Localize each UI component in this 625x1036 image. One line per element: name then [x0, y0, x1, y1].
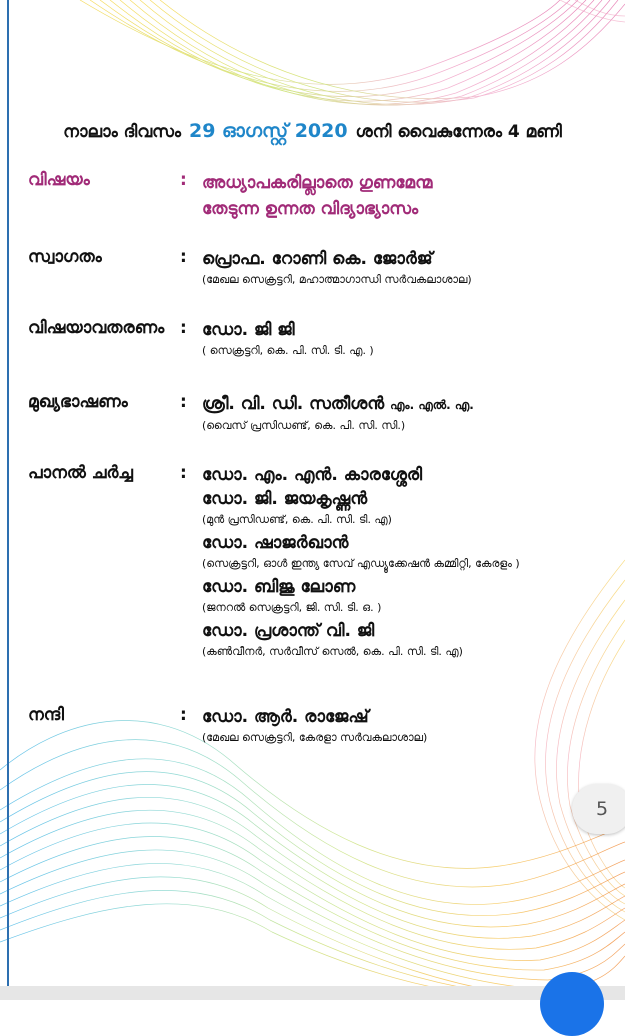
bottom-bar: [0, 986, 625, 1000]
panel-colon: :: [180, 463, 187, 483]
event-time: ശനി വൈകുന്നേരം 4 മണി: [355, 122, 562, 142]
topic-line-2: തേടുന്ന ഉന്നത വിദ്യാഭ്യാസം: [202, 199, 419, 219]
panel-member-5-name: ഡോ. പ്രശാന്ത് വി. ജി: [202, 621, 375, 641]
keynote-suffix: എം. എൽ. എ.: [390, 398, 474, 412]
topic-line-1: അധ്യാപകരില്ലാതെ ഗുണമേന്മ: [202, 173, 433, 193]
thanks-colon: :: [180, 705, 187, 725]
page-number-badge[interactable]: [572, 784, 625, 834]
panel-member-3-designation: (സെക്രട്ടറി, ഓൾ ഇന്ത്യ സേവ് എഡ്യൂക്കേഷൻ കമ്മിറ്റി, കേരളം ): [202, 557, 520, 570]
welcome-colon: :: [180, 247, 187, 267]
left-border-line: [7, 0, 9, 1000]
event-date: 29 ഓഗസ്റ്റ് 2020: [188, 120, 348, 142]
intro-colon: :: [180, 318, 187, 338]
topic-label: വിഷയം: [28, 170, 90, 190]
panel-member-4-designation: (ജനറൽ സെക്രട്ടറി, ജി. സി. ടി. ഒ. ): [202, 601, 382, 614]
topic-colon: :: [180, 170, 187, 190]
thanks-name: ഡോ. ആർ. രാജേഷ്: [202, 707, 369, 727]
keynote-colon: :: [180, 392, 187, 412]
welcome-designation: (മേഖല സെക്രട്ടറി, മഹാത്മാഗാന്ധി സർവകലാശാല): [202, 273, 472, 286]
panel-member-3-name: ഡോ. ഷാജർഖാൻ: [202, 533, 349, 553]
panel-label: പാനൽ ചർച്ച: [28, 463, 133, 483]
panel-member-2-name: ഡോ. ജി. ജയകൃഷ്ണൻ: [202, 489, 368, 509]
intro-content: [202, 318, 612, 362]
panel-member-1-name: ഡോ. എം. എൻ. കാരശ്ശേരി: [202, 465, 423, 485]
panel-member-5-designation: (കൺവീനർ, സർവീസ് സെൽ, കെ. പി. സി. ടി. എ): [202, 645, 463, 658]
keynote-label: മുഖ്യഭാഷണം: [28, 392, 128, 412]
thanks-label: നന്ദി: [28, 705, 64, 725]
panel-member-2-designation: (മുൻ പ്രസിഡണ്ട്, കെ. പി. സി. ടി. എ): [202, 513, 392, 526]
keynote-content: [202, 392, 612, 437]
page-number: 5: [596, 798, 609, 820]
intro-label: വിഷയാവതരണം: [28, 318, 165, 338]
keynote-name-line: [202, 392, 612, 417]
day-label: നാലാം ദിവസം: [63, 122, 182, 142]
panel-content: [202, 463, 612, 663]
welcome-name: പ്രൊഫ. റോണി കെ. ജോർജ്: [202, 249, 433, 269]
thanks-content: [202, 705, 612, 749]
welcome-content: [202, 247, 612, 291]
topic-content: [202, 170, 612, 222]
floating-action-button[interactable]: [540, 972, 604, 1036]
page-header: [0, 120, 625, 142]
intro-name: ഡോ. ജി ജി: [202, 320, 295, 340]
intro-designation: ( സെക്രട്ടറി, കെ. പി. സി. ടി. എ. ): [202, 344, 374, 357]
panel-member-4-name: ഡോ. ബിജു ലോണ: [202, 577, 356, 597]
keynote-name: ശ്രീ. വി. ഡി. സതീശൻ: [202, 394, 385, 414]
keynote-designation: (വൈസ് പ്രസിഡണ്ട്, കെ. പി. സി. സി.): [202, 419, 406, 432]
thanks-designation: (മേഖല സെക്രട്ടറി, കേരളാ സർവകലാശാല): [202, 731, 428, 744]
welcome-label: സ്വാഗതം: [28, 247, 102, 267]
